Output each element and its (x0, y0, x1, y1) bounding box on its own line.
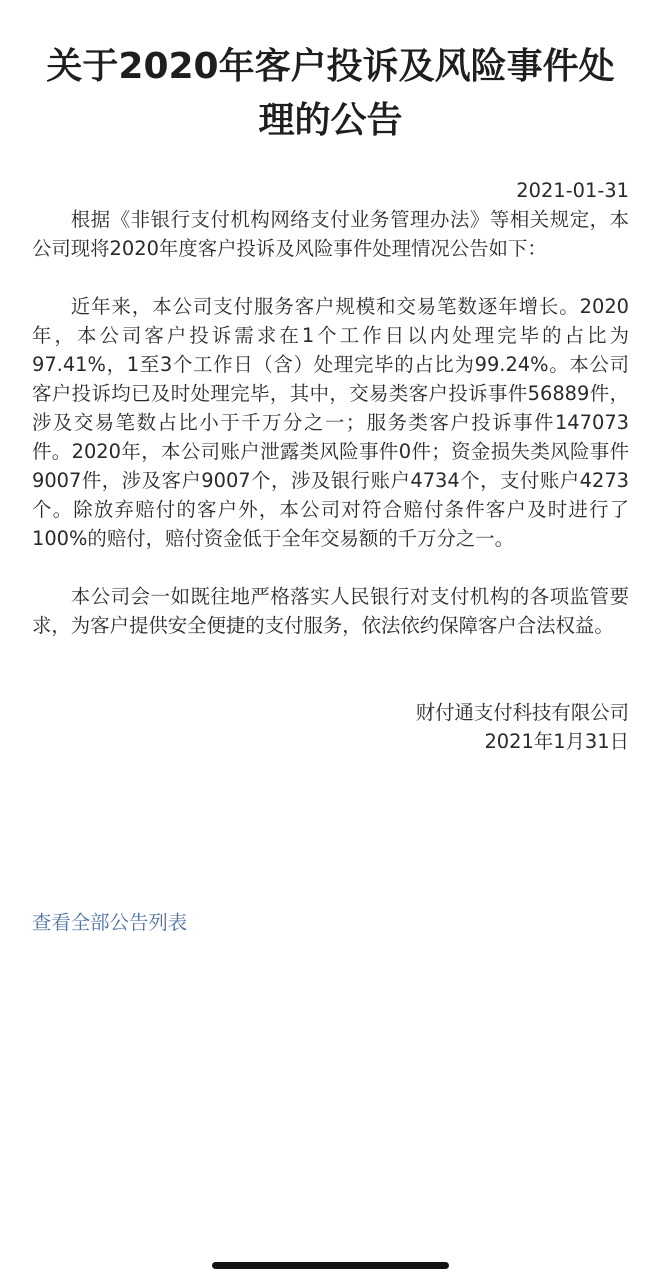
signature-date: 2021年1月31日 (484, 730, 629, 753)
notice-date: 2021-01-31 (516, 179, 629, 202)
notice-paragraph-commitment: 本公司会一如既往地严格落实人民银行对支付机构的各项监管要求，为客户提供安全便捷的支付服务，依法依约保障客户合法权益。 (32, 585, 629, 637)
view-all-notices-link[interactable]: 查看全部公告列表 (32, 911, 188, 934)
signature-block (32, 698, 629, 756)
signature-company: 财付通支付科技有限公司 (415, 701, 629, 724)
notice-paragraph-intro: 根据《非银行支付机构网络支付业务管理办法》等相关规定，本公司现将2020年度客户投诉及风险事件处理情况公告如下： (32, 208, 629, 260)
home-indicator[interactable] (212, 1262, 449, 1269)
page-title: 关于2020年客户投诉及风险事件处理的公告 (46, 46, 615, 141)
notice-body (32, 176, 629, 756)
notice-paragraph-statistics: 近年来，本公司支付服务客户规模和交易笔数逐年增长。2020年，本公司客户投诉需求在1个工作日以内处理完毕的占比为97.41%，1至3个工作日（含）处理完毕的占比为99.24%。本公司客户投诉均已及时处理完毕，其中，交易类客户投诉事件56889件，涉及交易笔数占比小于千万分之一；服务类客户投诉事件147073件。2020年，本公司账户泄露类风险事件0件；资金损失类风险事件9007件，涉及客户9007个，涉及银行账户4734个，支付账户4273个。除放弃赔付的客户外，本公司对符合赔付条件客户及时进行了100%的赔付，赔付资金低于全年交易额的千万分之一。 (32, 295, 629, 550)
